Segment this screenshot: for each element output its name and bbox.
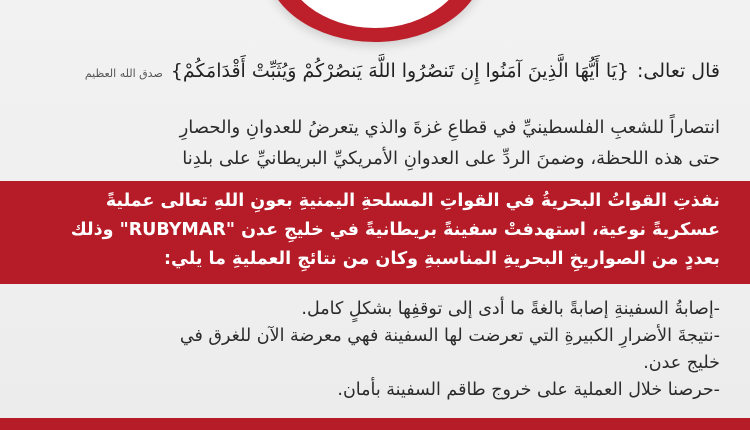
- intro-line-2: حتى هذه اللحظة، وضمنَ الردِّ على العدوانِ الأمريكيِّ البريطانيِّ على بلدِنا: [182, 148, 720, 169]
- intro-paragraph: [30, 112, 720, 174]
- statement-line-2: عسكريةً نوعية، استهدفتْ سفينةً بريطانيةً في خليجِ عدن "RUBYMAR" وذلك: [70, 220, 720, 240]
- quran-verse: [30, 56, 720, 86]
- statement-line-1: نفذتِ القواتُ البحريةُ في القواتِ المسلحةِ اليمنيةِ بعونِ اللهِ تعالى عمليةً: [105, 191, 720, 211]
- results-list: [28, 296, 720, 404]
- result-item-2-line-2: خليج عدن.: [643, 353, 720, 373]
- result-item-1: -إصابةُ السفينةِ إصابةً بالغةً ما أدى إلى توقفِها بشكلٍ كامل.: [301, 299, 720, 319]
- bottom-red-bar: [0, 418, 750, 430]
- verse-closing: صدق الله العظيم: [84, 67, 163, 80]
- statement-line-3: بعددٍ من الصواريخِ البحريةِ المناسبةِ وكان من نتائجِ العمليةِ ما يلي:: [164, 249, 720, 269]
- verse-text: {يَا أَيُّهَا الَّذِينَ آمَنُوا إِن تَنصُرُوا اللَّهَ يَنصُرْكُمْ وَيُثَبِّتْ أَقْدَامَكُمْ}: [170, 60, 629, 82]
- result-item-3: -حرصنا خلال العملية على خروج طاقم السفينة بأمان.: [337, 380, 720, 400]
- statement-text: [28, 187, 720, 274]
- intro-line-1: انتصاراً للشعبِ الفلسطينيِّ في قطاعِ غزةَ والذي يتعرضُ للعدوانِ والحصارِ: [179, 117, 720, 138]
- result-item-2-line-1: -نتيجةَ الأضرارِ الكبيرةِ التي تعرضت لها السفينة فهي معرضة الآن للغرق في: [179, 326, 720, 346]
- verse-intro: قال تعالى:: [637, 60, 720, 82]
